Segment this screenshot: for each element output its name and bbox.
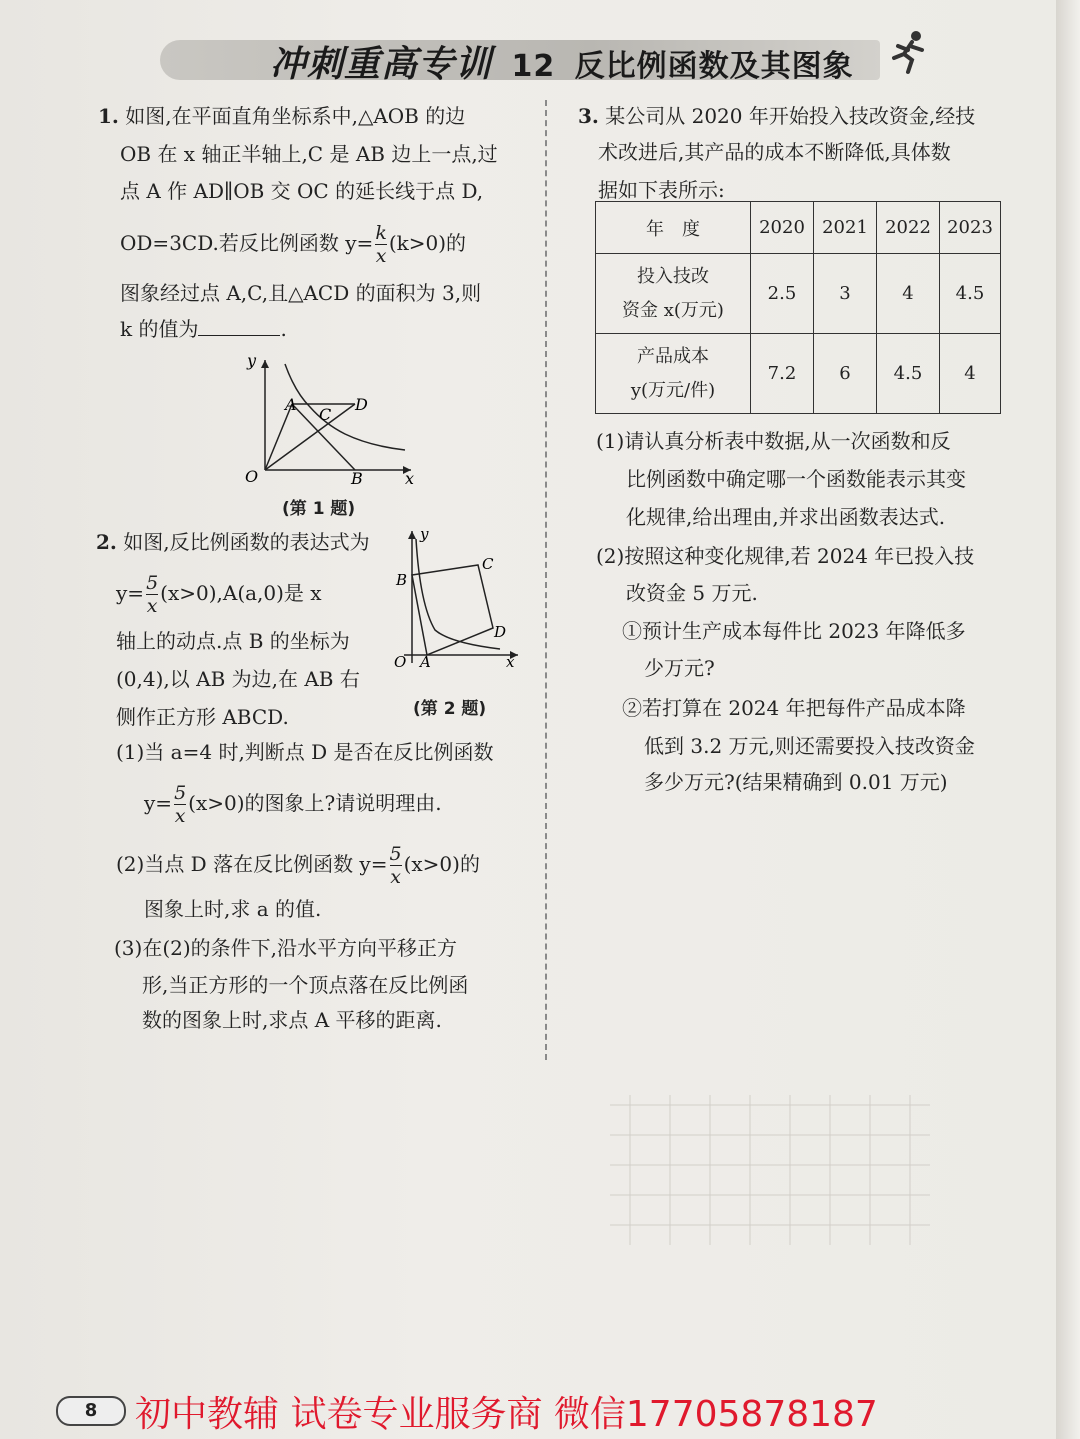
q3-table-year: 2022 [877,202,940,254]
q3-row2-label-b: y(万元/件) [630,379,716,401]
q1-figure [215,352,415,490]
q3-line3: 据如下表所示: [598,178,725,202]
q3-table-cell: 3 [814,254,877,334]
q3-table-cell: 4 [940,334,1001,414]
fig2-label-x: x [506,653,515,671]
column-divider [545,100,547,1060]
q3-p2b: 改资金 5 万元. [626,581,758,605]
q2-p1-frac-den: x [174,805,186,827]
q2-p2-frac-den: x [390,866,401,888]
q2-frac-num: 5 [146,572,159,594]
q3-p2a: (2)按照这种变化规律,若 2024 年已投入技 [596,544,975,568]
q3-line1 [578,97,975,135]
fig1-label-C: C [319,405,332,424]
q3-line2: 术改进后,其产品的成本不断降低,具体数 [598,140,951,164]
q3-row1-label-b: 资金 x(万元) [622,299,724,321]
q2-p2-frac-num: 5 [389,843,402,865]
q3-table-header-row [596,202,1001,254]
q3-p2g: 多少万元?(结果精确到 0.01 万元) [644,770,948,794]
q2-line2 [116,572,322,617]
q2-p2c: 图象上时,求 a 的值. [144,897,322,921]
show-through-grid [590,1085,950,1255]
q2-p1-frac-num: 5 [174,782,187,804]
q1-text-6b: . [280,317,287,341]
q3-table-year: 2021 [814,202,877,254]
q3-p1b: 比例函数中确定哪一个函数能表示其变 [626,467,966,491]
q3-text-1: 某公司从 2020 年开始投入技改资金,经技 [605,104,976,128]
q3-table-header-label: 年 度 [596,202,751,254]
fig2-label-y: y [420,525,429,543]
q3-row1-label-a: 投入技改 [637,265,709,287]
fig2-label-O: O [394,653,407,671]
q3-p2e: ②若打算在 2024 年把每件产品成本降 [622,696,966,720]
q3-p1a: (1)请认真分析表中数据,从一次函数和反 [596,429,951,453]
q3-table-cell: 6 [814,334,877,414]
q1-line5: 图象经过点 A,C,且△ACD 的面积为 3,则 [120,281,482,305]
q1-answer-blank[interactable] [198,315,280,336]
q2-p3c: 数的图象上时,求点 A 平移的距离. [142,1008,442,1032]
q2-line4: (0,4),以 AB 为边,在 AB 右 [116,667,360,691]
q3-table-year: 2020 [751,202,814,254]
fig1-label-A: A [285,395,297,414]
q2-p1b-text-a: y= [144,791,173,815]
q2-frac-den: x [146,595,158,617]
q3-table-cell: 4.5 [877,334,940,414]
q1-caption: (第 1 题) [282,499,356,519]
fig1-label-y: y [247,352,257,370]
q3-row2-label-a: 产品成本 [637,345,709,367]
q1-text-4a: OD=3CD.若反比例函数 y= [120,231,374,255]
q2-p1-fraction [174,782,186,827]
q3-table-cell: 7.2 [751,334,814,414]
fig1-label-B: B [351,469,363,488]
q2-fraction [146,572,158,617]
fig1-label-D: D [355,395,368,414]
q3-table-cell: 4.5 [940,254,1001,334]
q2-text-1: 如图,反比例函数的表达式为 [123,530,370,554]
fig1-label-x: x [405,469,415,488]
q2-caption: (第 2 题) [413,699,487,719]
q3-p1c: 化规律,给出理由,并求出函数表达式. [626,505,946,529]
header-topic: 反比例函数及其图象 [574,49,854,84]
q2-p3a: (3)在(2)的条件下,沿水平方向平移正方 [114,936,458,960]
q1-frac-den: x [375,245,387,267]
fig1-label-O: O [245,467,259,486]
section-header [160,22,920,84]
header-title [270,36,854,87]
header-number: 12 [511,49,556,84]
q3-p2f: 低到 3.2 万元,则还需要投入技改资金 [644,734,975,758]
q2-p2b-text: (x>0)的 [403,852,480,876]
q2-p1b [144,782,442,827]
q2-p3b: 形,当正方形的一个顶点落在反比例函 [142,973,469,997]
q1-text-6a: k 的值为 [120,317,199,341]
fig2-label-B: B [396,571,408,589]
page-number: 8 [56,1396,126,1426]
q3-table-year: 2023 [940,202,1001,254]
fig2-label-A: A [420,653,431,671]
q2-p2a-text: (2)当点 D 落在反比例函数 y= [116,852,388,876]
q2-p1a: (1)当 a=4 时,判断点 D 是否在反比例函数 [116,740,494,764]
q2-text-2a: y= [116,581,145,605]
q2-line5: 侧作正方形 ABCD. [116,705,289,729]
q1-line4 [120,222,466,267]
q1-text-4b: (k>0)的 [388,231,467,255]
q3-table-row2-label [596,334,751,414]
q3-p2c: ①预计生产成本每件比 2023 年降低多 [622,619,966,643]
runner-icon [882,28,932,78]
q2-line3: 轴上的动点.点 B 的坐标为 [116,629,350,653]
q1-line2: OB 在 x 轴正半轴上,C 是 AB 边上一点,过 [120,142,498,166]
q2-line1 [96,523,370,561]
q3-table-cell: 4 [877,254,940,334]
q1-line3: 点 A 作 AD∥OB 交 OC 的延长线于点 D, [120,179,484,203]
q1-number: 1. [98,104,119,128]
q3-table-row1-label [596,254,751,334]
q2-text-2b: (x>0),A(a,0)是 x [160,581,322,605]
q1-fraction [375,222,387,267]
watermark-text: 初中教辅 试卷专业服务商 微信17705878187 [135,1394,878,1435]
q1-text-1: 如图,在平面直角坐标系中,△AOB 的边 [125,104,466,128]
fig2-label-C: C [482,555,494,573]
q2-figure [390,525,522,675]
q3-data-table [595,201,1001,414]
q1-line6 [120,310,287,348]
header-brush-title: 冲刺重高专训 [270,44,493,85]
q3-table-row-investment [596,254,1001,334]
q3-table-cell: 2.5 [751,254,814,334]
q3-p2d: 少万元? [644,656,715,680]
q2-p2a [116,843,480,888]
q1-line1 [98,97,465,135]
q2-p2-fraction [390,843,402,888]
q3-table-row-cost [596,334,1001,414]
q2-number: 2. [96,530,117,554]
fig2-label-D: D [494,623,507,641]
q3-number: 3. [578,104,599,128]
q2-p1b-text-b: (x>0)的图象上?请说明理由. [188,791,442,815]
page-edge [1056,0,1080,1439]
q1-frac-num: k [375,222,387,244]
